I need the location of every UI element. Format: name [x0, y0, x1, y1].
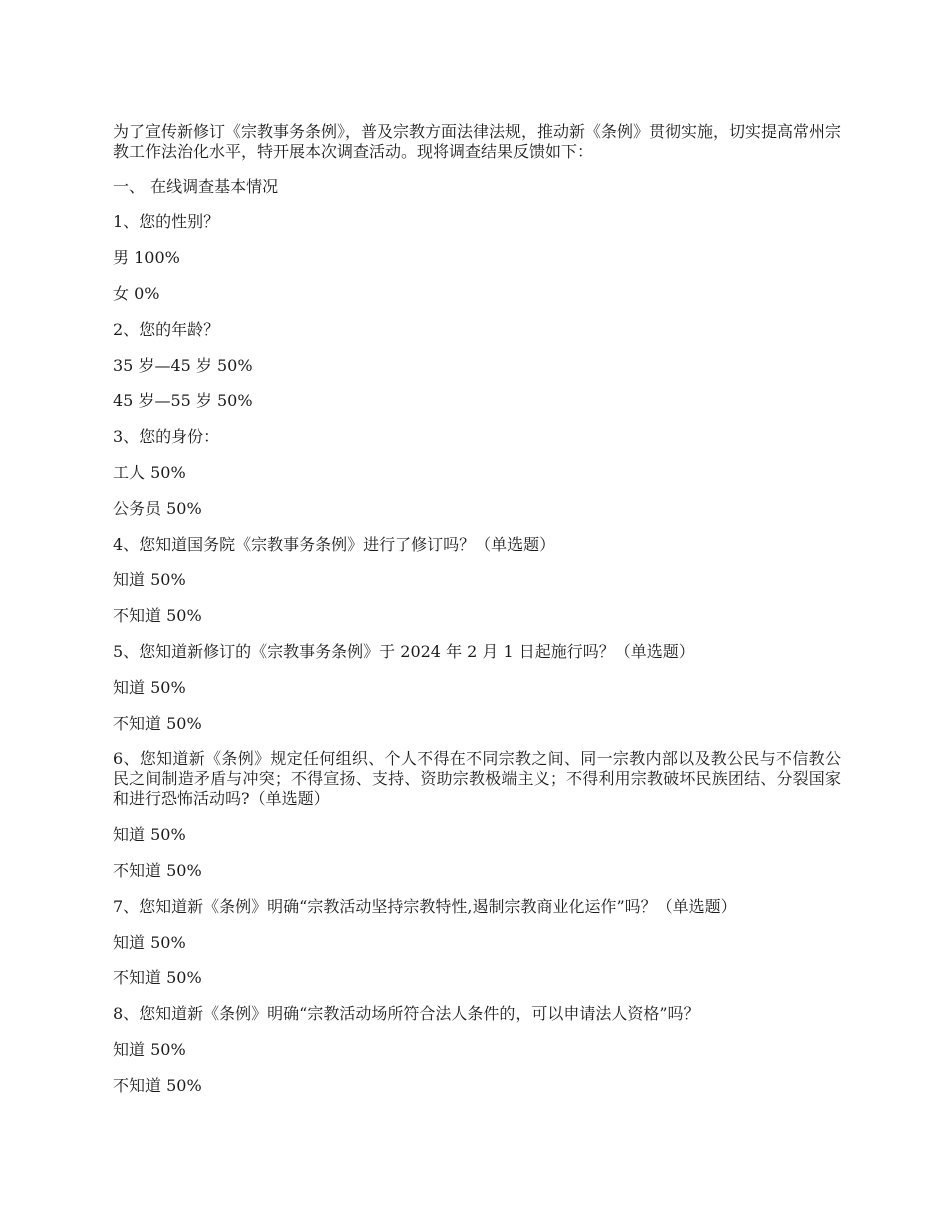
question-7: 7、您知道新《条例》明确“宗教活动坚持宗教特性,遏制宗教商业化运作”吗？（单选题） — [113, 896, 737, 916]
question-4: 4、您知道国务院《宗教事务条例》进行了修订吗？（单选题） — [113, 534, 556, 554]
question-1: 1、您的性别？ — [113, 212, 220, 232]
answer-6-2: 不知道 50% — [113, 860, 202, 880]
answer-2-2: 45 岁—55 岁 50% — [113, 391, 253, 411]
answer-3-1: 工人 50% — [113, 462, 186, 482]
answer-4-2: 不知道 50% — [113, 606, 202, 626]
question-8: 8、您知道新《条例》明确“宗教活动场所符合法人条件的，可以申请法人资格”吗？ — [113, 1004, 700, 1024]
answer-2-1: 35 岁—45 岁 50% — [113, 355, 253, 375]
question-2: 2、您的年龄？ — [113, 319, 220, 339]
answer-8-1: 知道 50% — [113, 1039, 186, 1059]
answer-8-2: 不知道 50% — [113, 1075, 202, 1095]
answer-4-1: 知道 50% — [113, 570, 186, 590]
answer-5-1: 知道 50% — [113, 677, 186, 697]
answer-5-2: 不知道 50% — [113, 713, 202, 733]
document-page — [113, 122, 841, 1096]
answer-7-2: 不知道 50% — [113, 968, 202, 988]
intro-paragraph: 为了宣传新修订《宗教事务条例》，普及宗教方面法律法规，推动新《条例》贯彻实施，切实提高常州宗教工作法治化水平，特开展本次调查活动。现将调查结果反馈如下： — [113, 122, 842, 161]
question-5: 5、您知道新修订的《宗教事务条例》于 2024 年 2 月 1 日起施行吗？（单选题） — [113, 641, 695, 661]
answer-3-2: 公务员 50% — [113, 498, 202, 518]
answer-7-1: 知道 50% — [113, 932, 186, 952]
question-3: 3、您的身份： — [113, 427, 220, 447]
question-6: 6、您知道新《条例》规定任何组织、个人不得在不同宗教之间、同一宗教内部以及教公民与不信教公民之间制造矛盾与冲突；不得宣扬、支持、资助宗教极端主义；不得利用宗教破坏民族团结、分裂国家和进行恐怖活动吗?（单选题） — [113, 749, 841, 809]
section-title: 一、 在线调查基本情况 — [113, 176, 279, 196]
answer-1-1: 男 100% — [113, 248, 180, 268]
answer-6-1: 知道 50% — [113, 825, 186, 845]
answer-1-2: 女 0% — [113, 283, 160, 303]
